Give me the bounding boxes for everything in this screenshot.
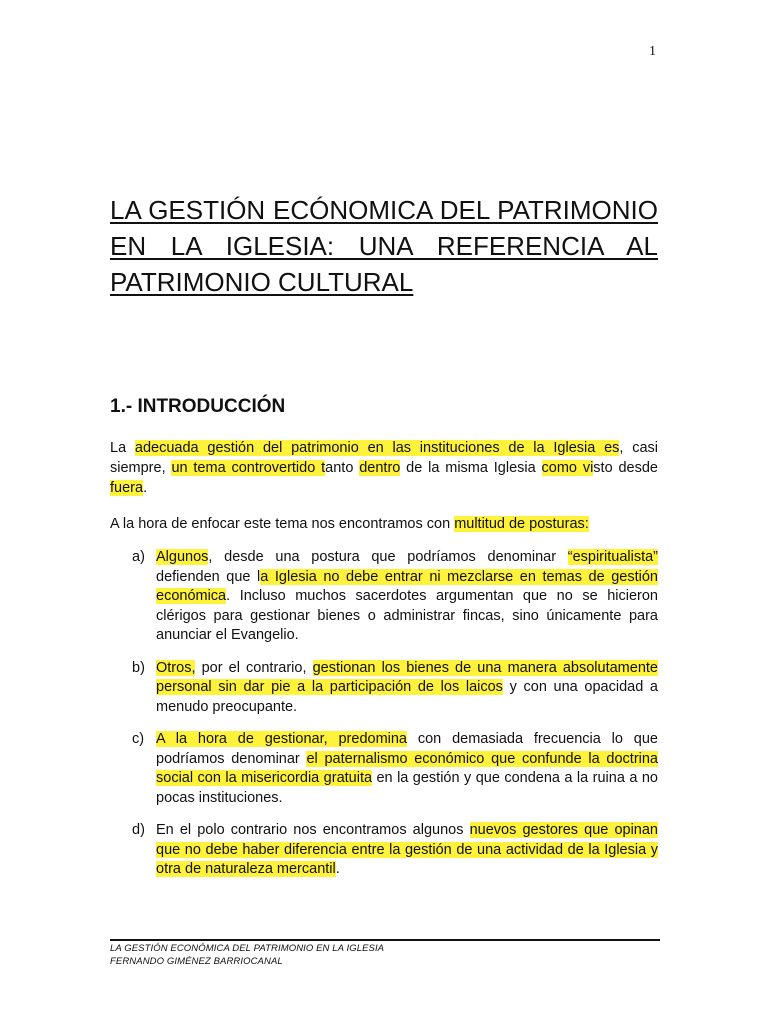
section-heading: 1.- INTRODUCCIÓN — [110, 396, 286, 417]
text-run: con demasiada frecuencia lo que podríamos denominar — [156, 731, 658, 767]
postures-list — [110, 548, 658, 893]
text-run: y con una opacidad a menudo preocupante. — [156, 679, 658, 715]
list-item — [110, 659, 658, 718]
text-run: A la hora de enfocar este tema nos encontramos con — [110, 516, 455, 532]
list-item — [110, 548, 658, 646]
list-marker: d) — [132, 822, 145, 838]
text-run: . — [335, 861, 340, 877]
text-run: . — [143, 480, 148, 496]
list-item — [110, 821, 658, 880]
highlighted-text: a Iglesia no debe entrar ni mezclarse en temas de gestión económica — [156, 568, 658, 604]
text-run: defienden que l — [156, 568, 261, 585]
highlighted-text: gestionan los bienes de una manera absolutamente personal sin dar pie a la participación de los laicos — [156, 659, 658, 695]
list-marker: a) — [132, 549, 145, 565]
text-run: La — [110, 440, 135, 456]
postures-paragraph — [110, 514, 658, 534]
text-run: en la gestión y que condena a la ruina a no pocas instituciones. — [156, 770, 658, 806]
footer-rule — [110, 939, 660, 941]
page-number: 1 — [649, 44, 656, 59]
highlighted-text: multitud de posturas: — [454, 516, 589, 532]
highlighted-text: dentro — [359, 460, 401, 476]
text-run: , desde una postura que podríamos denominar — [208, 549, 568, 565]
highlighted-text: Otros, — [156, 659, 196, 676]
highlighted-text: como vi — [541, 460, 594, 476]
text-run: por el contrario, — [195, 659, 313, 676]
highlighted-text: el paternalismo económico que confunde la doctrina social con la misericordia gratuita — [156, 750, 658, 786]
highlighted-text: A la hora de gestionar, predomina — [156, 731, 407, 747]
highlighted-text: Algunos — [156, 549, 209, 565]
list-marker: c) — [132, 731, 145, 747]
footer-title: LA GESTIÓN ECONÓMICA DEL PATRIMONIO EN LA IGLESIA — [110, 943, 385, 954]
document-title: LA GESTIÓN ECÓNOMICA DEL PATRIMONIO EN LA IGLESIA: UNA REFERENCIA AL PATRIMONIO CULTURAL — [110, 195, 658, 297]
list-item — [110, 730, 658, 808]
highlighted-text: “espiritualista” — [567, 549, 658, 565]
highlighted-text: un tema controvertido t — [171, 460, 326, 476]
text-run: anto — [325, 460, 360, 476]
text-run: de la misma Iglesia — [400, 460, 542, 476]
text-run: En el polo contrario nos encontramos algunos — [156, 822, 470, 838]
intro-paragraph — [110, 438, 658, 498]
list-marker: b) — [132, 659, 145, 676]
highlighted-text: fuera — [110, 480, 144, 496]
highlighted-text: nuevos gestores que opinan que no debe haber diferencia entre la gestión de una actividad de la Iglesia y otra de naturaleza mercantil — [156, 822, 658, 877]
text-run: , casi siempre, — [110, 440, 658, 476]
footer-author: FERNANDO GIMÉNEZ BARRIOCANAL — [110, 956, 283, 967]
text-run: . Incluso muchos sacerdotes argumentan que no se hicieron clérigos para gestionar bienes o administrar fincas, sino únicamente para anunciar el Evangelio. — [156, 588, 658, 643]
text-run: sto desde — [593, 460, 658, 476]
highlighted-text: adecuada gestión del patrimonio en las instituciones de la Iglesia es — [134, 440, 620, 456]
